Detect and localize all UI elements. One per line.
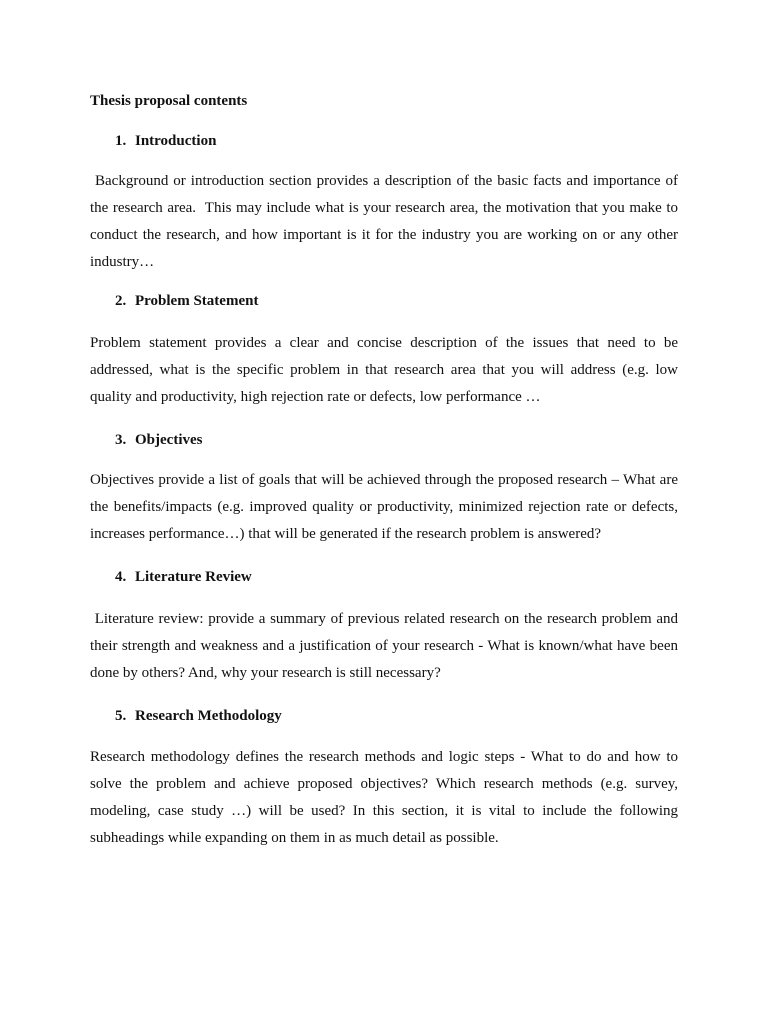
section-body-introduction: Background or introduction section provides a description of the basic facts and importance of the research area. This may include what is your research area, the motivation that you make to conduct the research, and how important is it for the industry you are working on or any other industry… <box>90 173 682 270</box>
section-heading-introduction <box>115 131 216 151</box>
section-heading-research-methodology <box>115 706 282 726</box>
document-title: Thesis proposal contents <box>90 93 248 109</box>
section-heading-text: Research Methodology <box>135 708 282 724</box>
section-number: 2. <box>115 293 127 309</box>
section-body-literature-review: Literature review: provide a summary of previous related research on the research problem and their strength and weakness and a justification of your research - What is known/what have been done by others? And, why your research is still necessary? <box>90 611 682 681</box>
section-heading-text: Objectives <box>135 432 203 448</box>
section-heading-literature-review <box>115 567 252 587</box>
section-number: 3. <box>115 432 127 448</box>
section-number: 5. <box>115 708 127 724</box>
section-heading-objectives <box>115 430 202 450</box>
section-body-research-methodology: Research methodology defines the research methods and logic steps - What to do and how to solve the problem and achieve proposed objectives? Which research methods (e.g. survey, modeling, case study …) will be used? In this section, it is vital to include the following subheadings while expanding on them in as much detail as possible. <box>90 749 678 846</box>
section-heading-problem-statement <box>115 291 258 311</box>
section-body-objectives: Objectives provide a list of goals that will be achieved through the proposed research – What are the benefits/impacts (e.g. improved quality or productivity, minimized rejection rate or defects, increases performance…) that will be generated if the research problem is answered? <box>90 472 678 542</box>
section-body-problem-statement: Problem statement provides a clear and concise description of the issues that need to be addressed, what is the specific problem in that research area that you will address (e.g. low quality and productivity, high rejection rate or defects, low performance … <box>90 335 678 405</box>
section-heading-text: Problem Statement <box>135 293 259 309</box>
section-number: 4. <box>115 569 127 585</box>
section-heading-text: Introduction <box>135 133 217 149</box>
section-number: 1. <box>115 133 127 149</box>
section-heading-text: Literature Review <box>135 569 252 585</box>
